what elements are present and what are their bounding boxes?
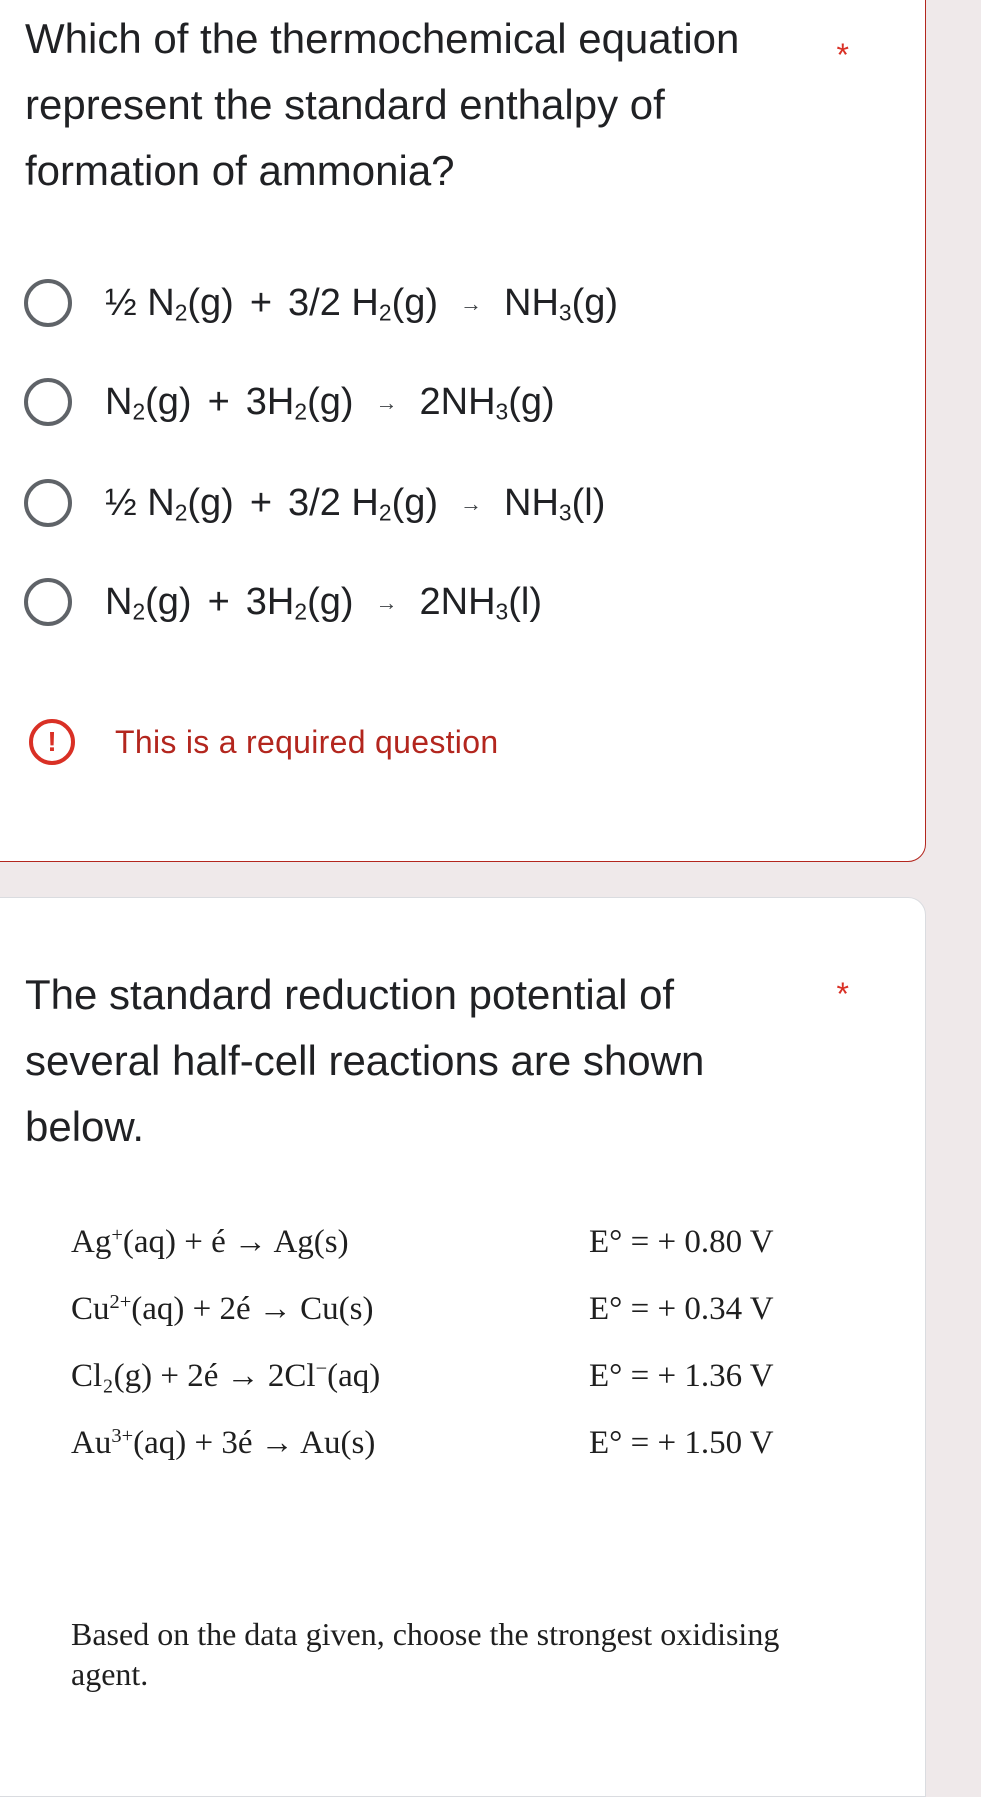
radio-option-1[interactable] (24, 273, 618, 333)
question-card-2 (0, 897, 926, 1797)
option-label: ½ $N_2(g) + 3/2$ $H_2(g) \to NH_3(g)$ (105, 281, 619, 326)
reaction-row (71, 1291, 811, 1358)
radio-option-2[interactable] (24, 372, 555, 432)
question-card-1 (0, 0, 926, 862)
reaction-equation: $Cu^{2+}(aq)$ + 2é → Cu(s) (71, 1290, 374, 1327)
arrow-icon: → (460, 291, 483, 317)
radio-option-3[interactable] (24, 473, 605, 533)
required-asterisk: * (836, 976, 849, 1012)
reaction-equation: $Au^{3+}(aq)$ + 3é → Au(s) (71, 1424, 376, 1461)
radio-option-4[interactable] (24, 572, 542, 632)
radio-circle[interactable] (24, 578, 72, 626)
reaction-row (71, 1358, 811, 1425)
required-asterisk: * (836, 37, 849, 73)
arrow-icon: → (460, 491, 483, 517)
reduction-potential: E° = + 0.34 V (589, 1291, 774, 1327)
option-label: $N_2(g) + 3H_2(g) \to 2NH_3(g)$ (105, 380, 555, 425)
arrow-icon: → (375, 390, 398, 416)
reaction-equation: Cl₂(g) + 2é → 2Cl−(aq) (71, 1357, 381, 1394)
option-label: $N_2(g) + 3H_2(g) \to 2NH_3(l)$ (105, 580, 542, 625)
error-message: This is a required question (115, 723, 499, 760)
reduction-potential: E° = + 0.80 V (589, 1224, 774, 1260)
arrow-icon: → (375, 590, 398, 616)
radio-circle[interactable] (24, 378, 72, 426)
half-cell-reactions-image (71, 1224, 811, 1492)
question-title: Which of the thermochemical equation represent the standard enthalpy of formation of ammonia? (25, 15, 740, 194)
reduction-potential: E° = + 1.36 V (589, 1358, 774, 1394)
required-error (29, 717, 498, 767)
reduction-potential: E° = + 1.50 V (589, 1425, 774, 1461)
question-prompt: Based on the data given, choose the strongest oxidising agent. (71, 1616, 780, 1692)
reaction-row (71, 1224, 811, 1291)
radio-circle[interactable] (24, 479, 72, 527)
radio-circle[interactable] (24, 279, 72, 327)
reaction-equation: Ag+(aq) + é → Ag(s) (71, 1223, 349, 1260)
reaction-row (71, 1425, 811, 1492)
error-exclamation-icon: ! (29, 719, 75, 765)
question-title: The standard reduction potential of several half-cell reactions are shown below. (25, 971, 705, 1150)
option-label: ½ $N_2(g) + 3/2$ $H_2(g) \to NH_3(l)$ (105, 481, 606, 526)
